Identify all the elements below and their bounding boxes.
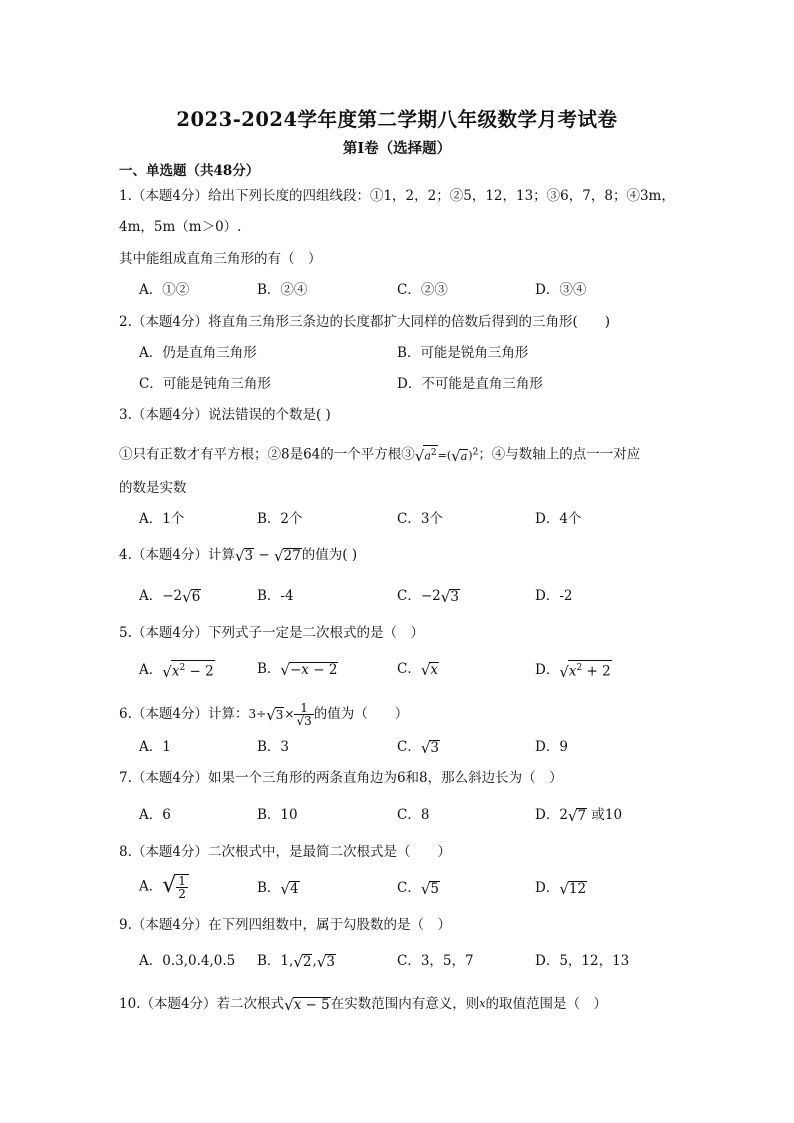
q9-option-c: C．3，5，7 — [397, 953, 474, 969]
q7-stem: 7.（本题4分）如果一个三角形的两条直角边为6和8，那么斜边长为（ ） — [119, 770, 563, 786]
q10-formula: √x − 5 — [284, 996, 330, 1014]
q2-option-c: C．可能是钝角三角形 — [139, 376, 271, 392]
q1-stem-line3: 其中能组成直角三角形的有（ ） — [119, 251, 322, 267]
q6-stem-lead: 6.（本题4分）计算： — [119, 706, 249, 722]
q7-option-d: D．2√7 或10 — [535, 807, 623, 825]
q6-option-b: B．3 — [257, 739, 290, 755]
page-subtitle: 第Ⅰ卷（选择题） — [342, 140, 452, 157]
q3-stem-part1: ①只有正数才有平方根；②8是64的一个平方根③ — [119, 446, 415, 463]
q1-stem-line1: 1.（本题4分）给出下列长度的四组线段：①1，2，2；②5，12，13；③6，7，8；④3m， — [119, 188, 675, 204]
q4-stem-lead: 4.（本题4分）计算 — [119, 547, 235, 563]
q3-stem-part2: ；④与数轴上的点一一对应 — [478, 446, 641, 463]
q8-option-b: B．√4 — [257, 880, 299, 898]
q7-option-b: B．10 — [257, 807, 298, 823]
q3-option-c: C．3个 — [397, 511, 443, 527]
q1-option-c: C．②③ — [397, 282, 448, 298]
q1-stem-line2: 4m，5m（m＞0）. — [119, 219, 242, 235]
q7-option-a: A．6 — [139, 807, 171, 823]
q2-option-d: D．不可能是直角三角形 — [397, 376, 543, 392]
q4-option-b: B．-4 — [257, 588, 294, 604]
q6-stem-tail: 的值为（ ） — [313, 706, 409, 722]
q6-stem — [119, 702, 408, 727]
q4-option-c: C．−2√3 — [397, 588, 459, 606]
q10-stem-mid: 在实数范围内有意义，则 — [330, 996, 480, 1012]
q3-option-d: D．4个 — [535, 511, 582, 527]
q9-option-a: A．0.3,0.4,0.5 — [139, 953, 236, 969]
q3-option-a: A．1个 — [139, 511, 185, 527]
q3-stem-line2 — [119, 443, 640, 466]
page-title: 2023-2024学年度第二学期八年级数学月考试卷 — [176, 108, 618, 131]
q10-variable: x — [479, 997, 486, 1010]
q9-option-d: D．5，12，13 — [535, 953, 630, 969]
q4-option-d: D．-2 — [535, 588, 573, 604]
q8-option-d: D．√12 — [535, 880, 587, 898]
section-heading: 一、单选题（共48分） — [119, 163, 260, 179]
q9-stem: 9.（本题4分）在下列四组数中，属于勾股数的是（ ） — [119, 917, 451, 933]
q10-stem — [119, 995, 607, 1014]
q2-option-b: B．可能是锐角三角形 — [397, 345, 529, 361]
q3-stem-line3: 的数是实数 — [119, 480, 187, 496]
q3-option-b: B．2个 — [257, 511, 303, 527]
q3-stem-line1: 3.（本题4分）说法错误的个数是( ) — [119, 407, 331, 423]
q8-option-c: C．√5 — [397, 880, 439, 898]
q4-option-a: A．−2√6 — [139, 588, 201, 606]
q5-option-b: B．√−x − 2 — [257, 661, 338, 679]
q1-option-d: D．③④ — [535, 282, 587, 298]
q4-stem — [119, 546, 357, 565]
q2-option-a: A．仍是直角三角形 — [139, 345, 257, 361]
q4-stem-tail: 的值为( ) — [301, 547, 358, 563]
q8-option-a: A．√ $\frac{1}{2}$ — [139, 874, 189, 900]
q5-option-c: C．√x — [397, 661, 439, 679]
q5-option-d: D．$√x^2 + 2$ — [535, 661, 611, 681]
q6-option-a: A．1 — [139, 739, 171, 755]
q6-formula: 3÷√3× $\frac{1}{√3}$ — [248, 701, 312, 728]
q4-formula: √3 − √27 — [234, 547, 301, 565]
q3-formula: $√a^2=(√a)^2$ — [414, 446, 479, 465]
q7-option-c: C．8 — [397, 807, 430, 823]
q1-option-b: B．②④ — [257, 282, 308, 298]
q8-stem: 8.（本题4分）二次根式中，是最简二次根式是（ ） — [119, 844, 451, 860]
q5-stem: 5.（本题4分）下列式子一定是二次根式的是（ ） — [119, 625, 424, 641]
q10-stem-tail: 的取值范围是（ ） — [485, 996, 607, 1012]
q5-option-a: A．$√x^2 - 2$ — [139, 661, 214, 681]
q1-option-a: A．①② — [139, 282, 190, 298]
q9-option-b: B．1,√2,√3 — [257, 953, 335, 971]
q6-option-c: C．√3 — [397, 739, 439, 757]
q6-option-d: D．9 — [535, 739, 568, 755]
q2-stem: 2.（本题4分）将直角三角形三条边的长度都扩大同样的倍数后得到的三角形( ) — [119, 314, 611, 330]
q10-stem-lead: 10.（本题4分）若二次根式 — [119, 996, 285, 1012]
